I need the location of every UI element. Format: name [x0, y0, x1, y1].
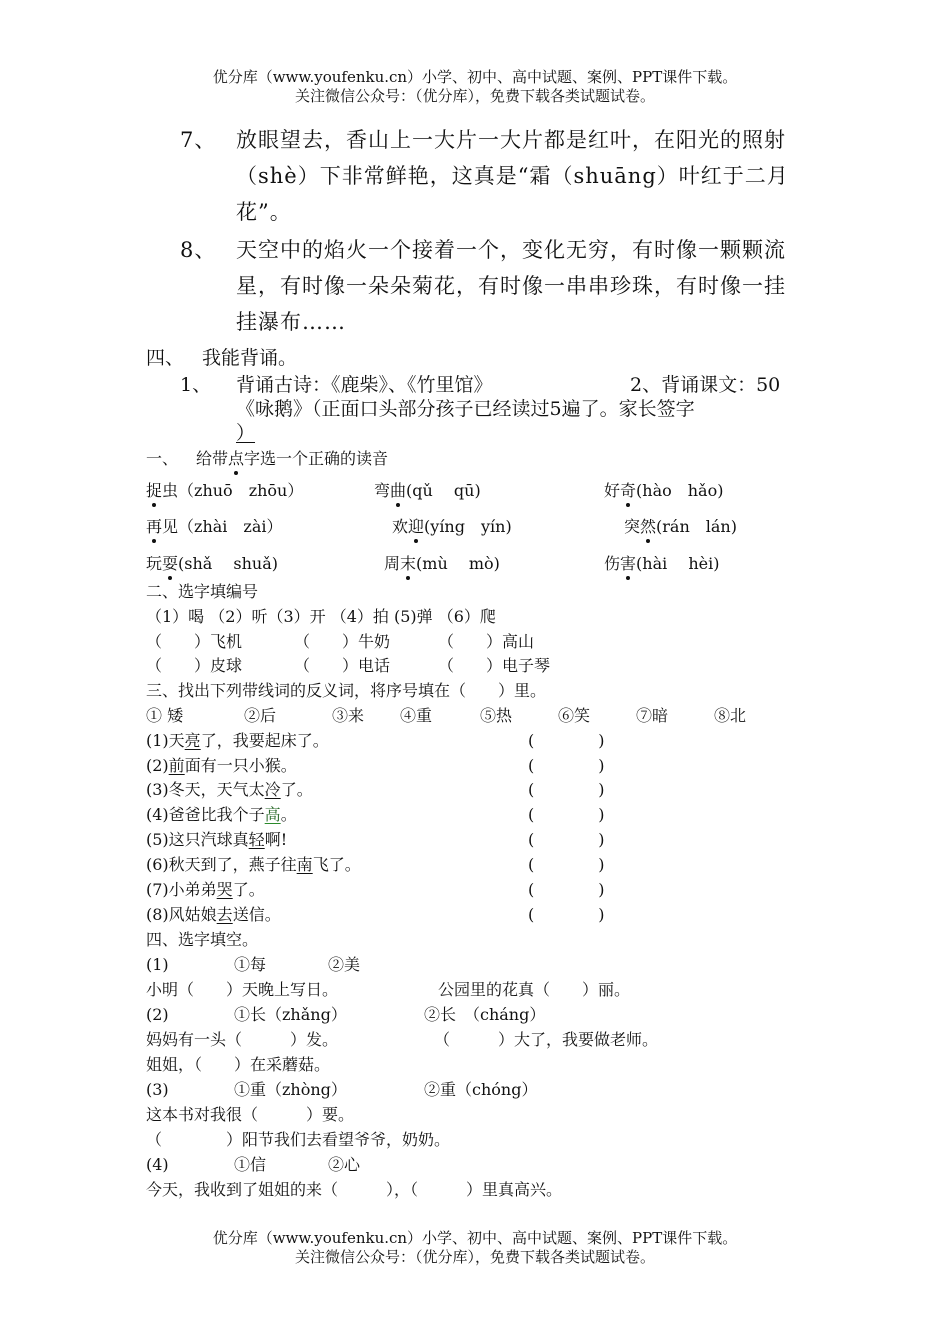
recite-line-1: 背诵古诗：《鹿柴》、《竹里馆》 [236, 374, 493, 396]
antonym-item-6: (6)秋天到了，燕子往南飞了。 [146, 855, 361, 874]
item-7-line-1: 放眼望去，香山上一大片一大片都是红叶，在阳光的照射 [236, 128, 786, 152]
pinyin-item-3: 好奇(hào hǎo) [604, 481, 724, 500]
group-4-number: (4) [146, 1155, 169, 1174]
section-2-title: 二、选字填编号 [146, 582, 259, 601]
recite-line-1b: 2、背诵课文：50 [630, 374, 781, 396]
group-1-option-b: ②美 [328, 955, 361, 974]
group-1-sentence-2: 公园里的花真（ ）丽。 [438, 980, 631, 999]
section-2-options: （1）喝 （2）听（3）开 （4）拍 (5)弹 （6）爬 [146, 607, 496, 626]
group-2-sentence-2: （ ）大了，我要做老师。 [434, 1030, 659, 1049]
fill-mountain: （ ）高山 [438, 632, 535, 651]
group-2-number: (2) [146, 1005, 169, 1024]
recite-heading: 我能背诵。 [202, 347, 298, 369]
fill-phone: （ ）电话 [294, 656, 391, 675]
group-4-sentence-1: 今天，我收到了姐姐的来（ ），（ ）里真高兴。 [146, 1180, 563, 1199]
fill-ball: （ ）皮球 [146, 656, 243, 675]
footer-line-1: 优分库（www.youfenku.cn）小学、初中、高中试题、案例、PPT课件下载。 [212, 1229, 738, 1247]
pinyin-item-2: 弯曲(qǔ qū) [374, 481, 481, 500]
group-2-sentence-1: 妈妈有一头（ ）发。 [146, 1030, 339, 1049]
footer-line-2: 关注微信公众号：（优分库），免费下载各类试题试卷。 [294, 1248, 655, 1266]
recite-item-number: 1、 [180, 374, 212, 396]
group-2-option-a: ①长（zhǎng） [234, 1005, 347, 1024]
antonym-blank-1: ( ) [528, 731, 605, 750]
antonym-option-8: ⑧北 [714, 706, 747, 725]
item-8-line-3: 挂瀑布…… [236, 310, 346, 334]
fill-plane: （ ）飞机 [146, 632, 243, 651]
pinyin-item-9: 伤害(hài hèi) [604, 554, 720, 573]
recite-signature-blank: ） [236, 422, 256, 444]
pinyin-item-1: 捉虫（zhuō zhōu） [146, 481, 304, 500]
section-4-title: 四、选字填空。 [146, 930, 259, 949]
antonym-option-5: ⑤热 [480, 706, 513, 725]
recite-heading-number: 四、 [146, 347, 185, 369]
item-7-line-3: 花”。 [236, 200, 292, 224]
group-4-option-a: ①信 [234, 1155, 267, 1174]
antonym-option-4: ④重 [400, 706, 433, 725]
antonym-blank-6: ( ) [528, 855, 605, 874]
antonym-item-4: (4)爸爸比我个子高。 [146, 805, 297, 824]
item-7-line-2: （shè）下非常鲜艳，这真是“霜（shuāng）叶红于二月 [236, 164, 789, 188]
pinyin-item-8: 周末(mù mò) [384, 554, 500, 573]
antonym-item-3: (3)冬天，天气太冷了。 [146, 780, 313, 799]
antonym-blank-2: ( ) [528, 756, 605, 775]
group-3-option-a: ①重（zhòng） [234, 1080, 347, 1099]
antonym-option-7: ⑦暗 [636, 706, 669, 725]
group-4-option-b: ②心 [328, 1155, 361, 1174]
antonym-option-2: ②后 [244, 706, 277, 725]
recite-line-2: 《咏鹅》（正面口头部分孩子已经读过5遍了。家长签字 [236, 398, 695, 420]
antonym-option-1: ① 矮 [146, 706, 184, 725]
group-1-number: (1) [146, 955, 169, 974]
antonym-item-2: (2)前面有一只小猴。 [146, 756, 297, 775]
antonym-item-1: (1)天亮了，我要起床了。 [146, 731, 329, 750]
antonym-blank-3: ( ) [528, 780, 605, 799]
fill-milk: （ ）牛奶 [294, 632, 391, 651]
antonym-blank-5: ( ) [528, 830, 605, 849]
section-3-title: 三、找出下列带线词的反义词，将序号填在（ ）里。 [146, 681, 547, 700]
section-1-title: 一、 给带点字选一个正确的读音 [146, 449, 389, 468]
header-line-2: 关注微信公众号：（优分库），免费下载各类试题试卷。 [294, 87, 655, 105]
antonym-item-7: (7)小弟弟哭了。 [146, 880, 265, 899]
pinyin-item-4: 再见（zhài zài） [146, 517, 283, 536]
antonym-blank-8: ( ) [528, 905, 605, 924]
antonym-blank-7: ( ) [528, 880, 605, 899]
fill-keyboard: （ ）电子琴 [438, 656, 551, 675]
group-2-option-b: ②长 （cháng） [424, 1005, 546, 1024]
antonym-option-6: ⑥笑 [558, 706, 591, 725]
item-8-number: 8、 [180, 238, 217, 262]
group-2-sentence-3: 姐姐，（ ）在采蘑菇。 [146, 1055, 331, 1074]
group-3-number: (3) [146, 1080, 169, 1099]
header-line-1: 优分库（www.youfenku.cn）小学、初中、高中试题、案例、PPT课件下载。 [212, 68, 738, 86]
antonym-item-8: (8)风姑娘去送信。 [146, 905, 281, 924]
antonym-item-5: (5)这只汽球真轻啊! [146, 830, 288, 849]
antonym-blank-4: ( ) [528, 805, 605, 824]
item-8-line-1: 天空中的焰火一个接着一个，变化无穷，有时像一颗颗流 [236, 238, 786, 262]
group-3-option-b: ②重（chóng） [424, 1080, 538, 1099]
pinyin-item-6: 突然(rán lán) [624, 517, 737, 536]
item-8-line-2: 星，有时像一朵朵菊花，有时像一串串珍珠，有时像一挂 [236, 274, 786, 298]
pinyin-item-7: 玩耍(shǎ shuǎ) [146, 554, 279, 573]
group-3-sentence-1: 这本书对我很（ ）要。 [146, 1105, 355, 1124]
group-1-sentence-1: 小明（ ）天晚上写日。 [146, 980, 339, 999]
group-1-option-a: ①每 [234, 955, 267, 974]
antonym-option-3: ③来 [332, 706, 365, 725]
group-3-sentence-2: （ ）阳节我们去看望爷爷，奶奶。 [146, 1130, 451, 1149]
item-7-number: 7、 [180, 128, 217, 152]
pinyin-item-5: 欢迎(yíng yín) [392, 517, 512, 536]
